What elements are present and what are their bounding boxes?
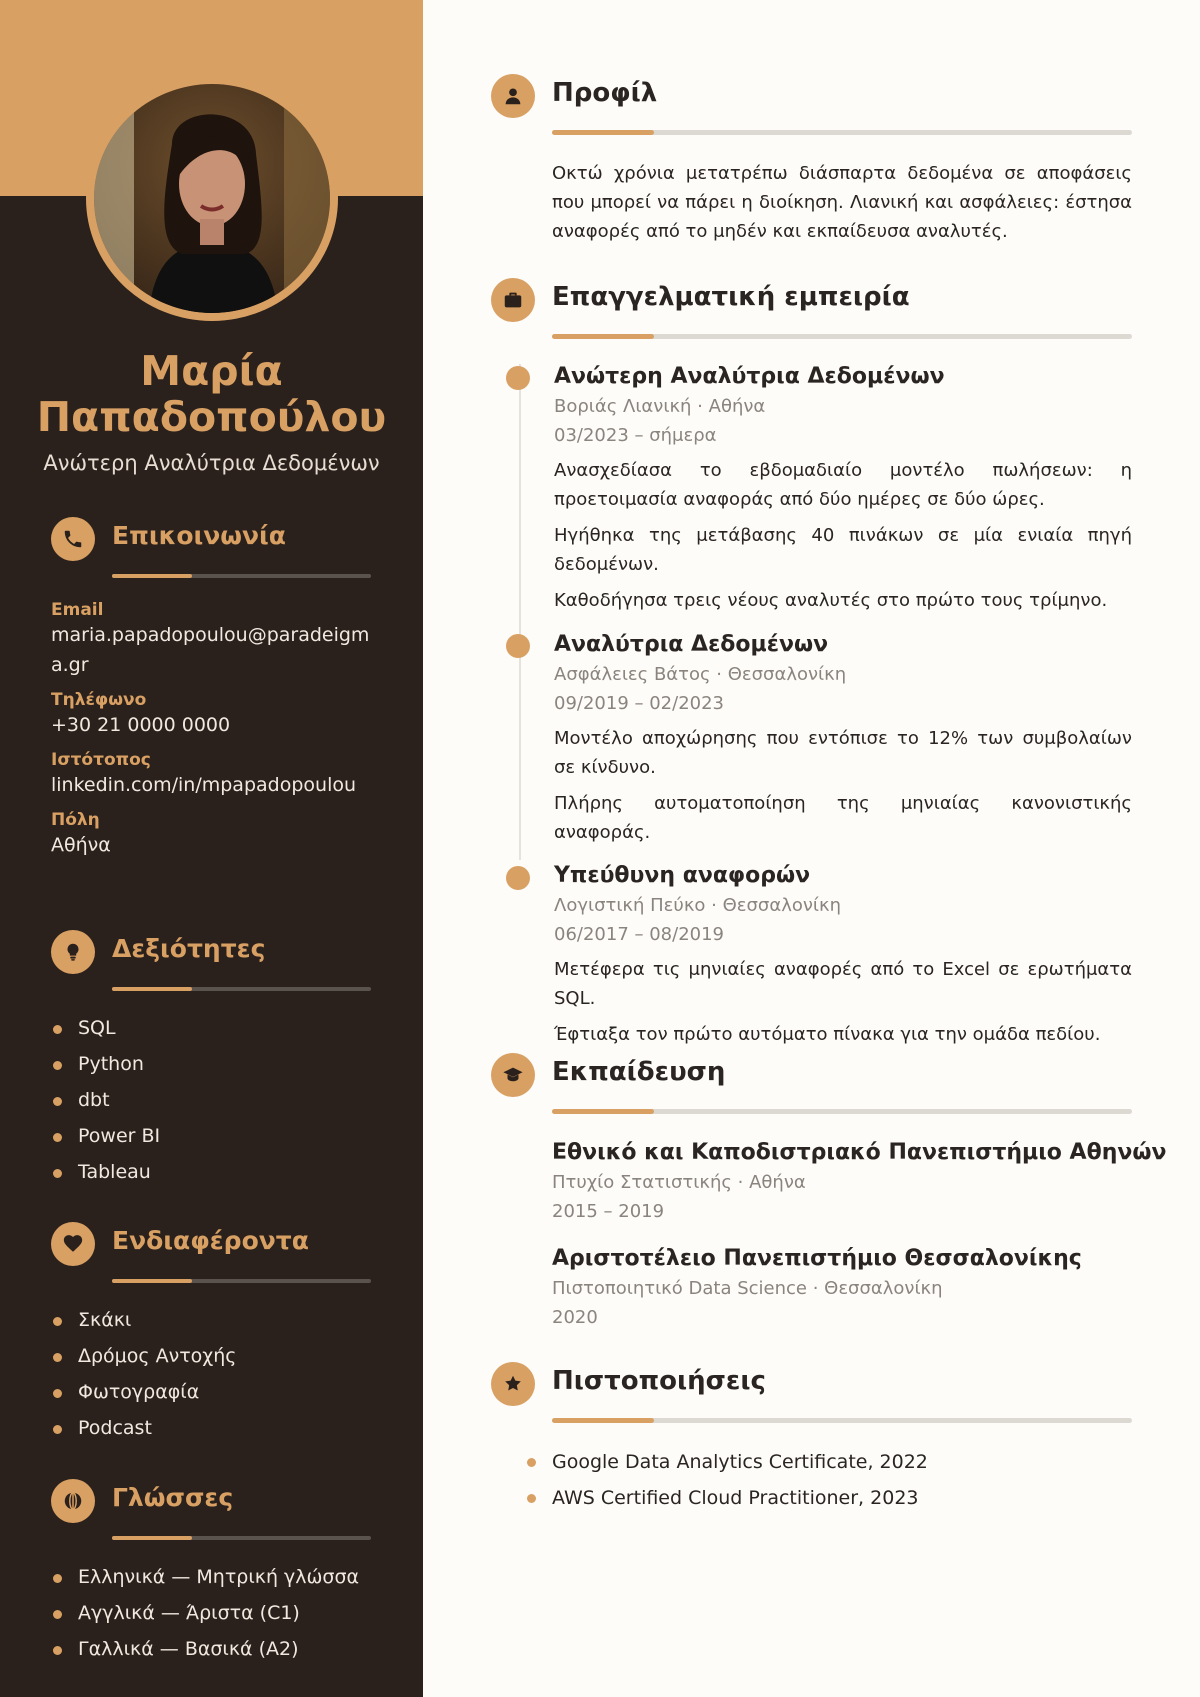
education-dates: 2020 [552,1307,598,1328]
job-title: Υπεύθυνη αναφορών [554,863,811,888]
contact-email-label: Email [51,600,104,620]
timeline-dot [506,634,530,658]
contact-website-value[interactable]: linkedin.com/in/mpapadopoulou [51,774,357,796]
section-interests-header [51,1222,371,1292]
job-company: Λογιστική Πεύκο · Θεσσαλονίκη [554,895,842,916]
person-name [0,348,423,440]
heart-icon [51,1222,95,1266]
contact-list [51,600,381,870]
contact-email-value[interactable]: maria.papadopoulou@paradeigma.gr [51,624,370,676]
list-item: Σκάκι [51,1302,391,1338]
job-bullet: Πλήρης αυτοματοποίηση της μηνιαίας κανονιστικής αναφοράς. [554,793,1132,843]
school-name: Αριστοτέλειο Πανεπιστήμιο Θεσσαλονίκης [552,1246,1082,1271]
section-divider [552,1109,1132,1114]
job-bullet: Μετέφερα τις μηνιαίες αναφορές από το Excel σε ερωτήματα SQL. [554,959,1132,1009]
list-item: Power BI [51,1118,391,1154]
job-title: Ανώτερη Αναλύτρια Δεδομένων [554,364,945,389]
education-entry [552,1244,1152,1332]
job-bullet: Μοντέλο αποχώρησης που εντόπισε το 12% των συμβολαίων σε κίνδυνο. [554,728,1132,778]
list-item: dbt [51,1082,391,1118]
list-item: Γαλλικά — Βασικά (A2) [51,1631,391,1667]
experience-timeline [519,364,521,860]
avatar-image [94,84,330,313]
timeline-dot [506,866,530,890]
job-bullet: Καθοδήγησα τρεις νέους αναλυτές στο πρώτο τους τρίμηνο. [554,590,1108,611]
briefcase-icon [491,278,535,322]
skills-list [51,1010,391,1190]
education-dates: 2015 – 2019 [552,1201,665,1222]
award-icon [491,1362,535,1406]
list-item: Δρόμος Αντοχής [51,1338,391,1374]
list-item: SQL [51,1010,391,1046]
lightbulb-icon [51,930,95,974]
section-contact-header [51,517,371,587]
section-education-header [491,1053,1131,1123]
section-skills-title: Δεξιότητες [112,934,266,963]
section-profile-header [491,74,1131,144]
section-skills-header [51,930,371,1000]
profile-summary: Οκτώ χρόνια μετατρέπω διάσπαρτα δεδομένα σε αποφάσεις που μπορεί να πάρει η διοίκηση. Λιανική και ασφάλειες: έστησα αναφορές από το μηδέν και εκπαίδευσα αναλυτές. [552,163,1132,242]
section-divider [112,987,371,991]
job-dates: 06/2017 – 08/2019 [554,924,724,945]
phone-icon [51,517,95,561]
person-name-last: Παπαδοπούλου [36,393,387,441]
section-certifications-title: Πιστοποιήσεις [552,1366,766,1396]
section-certifications-header [491,1362,1131,1432]
list-item: Αγγλικά — Άριστα (C1) [51,1595,391,1631]
list-item: AWS Certified Cloud Practitioner, 2023 [525,1480,1125,1516]
graduation-cap-icon [491,1053,535,1097]
job-title: Αναλύτρια Δεδομένων [554,632,829,657]
section-languages-header [51,1479,371,1549]
section-languages-title: Γλώσσες [112,1483,234,1512]
job-bullet: Έφτιαξα τον πρώτο αυτόματο πίνακα για την ομάδα πεδίου. [554,1024,1101,1045]
contact-city-label: Πόλη [51,810,100,830]
section-divider [112,1279,371,1283]
job-title: Ανώτερη Αναλύτρια Δεδομένων [43,451,380,475]
list-item: Φωτογραφία [51,1374,391,1410]
section-divider [552,130,1132,135]
degree-detail: Πιστοποιητικό Data Science · Θεσσαλονίκη [552,1278,943,1299]
list-item: Python [51,1046,391,1082]
job-dates: 03/2023 – σήμερα [554,425,717,446]
school-name: Εθνικό και Καποδιστριακό Πανεπιστήμιο Αθηνών [552,1140,1167,1165]
section-divider [552,334,1132,339]
job-bullet: Ηγήθηκα της μετάβασης 40 πινάκων σε μία ενιαία πηγή δεδομένων. [554,525,1132,575]
section-interests-title: Ενδιαφέροντα [112,1226,309,1255]
list-item: Ελληνικά — Μητρική γλώσσα [51,1559,391,1595]
section-education-title: Εκπαίδευση [552,1057,726,1087]
job-company: Ασφάλειες Βάτος · Θεσσαλονίκη [554,664,847,685]
contact-phone-label: Τηλέφωνο [51,690,147,710]
person-name-first: Μαρία [140,347,283,395]
job-entry [554,362,1132,622]
avatar [94,84,330,313]
section-experience-header [491,278,1131,348]
list-item: Tableau [51,1154,391,1190]
job-entry [554,861,1132,1056]
section-divider [112,574,371,578]
contact-website-label: Ιστότοπος [51,750,151,770]
list-item: Podcast [51,1410,391,1446]
job-bullet: Ανασχεδίασα το εβδομαδιαίο μοντέλο πωλήσεων: η προετοιμασία αναφοράς από δύο ημέρες σε δύο ώρες. [554,460,1132,510]
interests-list [51,1302,391,1446]
section-divider [552,1418,1132,1423]
globe-icon [51,1479,95,1523]
section-experience-title: Επαγγελματική εμπειρία [552,282,910,312]
list-item: Google Data Analytics Certificate, 2022 [525,1444,1125,1480]
languages-list [51,1559,391,1667]
certifications-list [525,1444,1125,1516]
job-entry [554,630,1132,854]
section-divider [112,1536,371,1540]
user-icon [491,74,535,118]
profile-photo [86,76,338,321]
contact-city-value: Αθήνα [51,834,111,856]
job-dates: 09/2019 – 02/2023 [554,693,724,714]
job-company: Βοριάς Λιανική · Αθήνα [554,396,766,417]
education-entry [552,1138,1167,1226]
section-profile-title: Προφίλ [552,78,658,108]
section-contact-title: Επικοινωνία [112,521,286,550]
timeline-dot [506,366,530,390]
contact-phone-value[interactable]: +30 21 0000 0000 [51,714,231,736]
degree-detail: Πτυχίο Στατιστικής · Αθήνα [552,1172,806,1193]
